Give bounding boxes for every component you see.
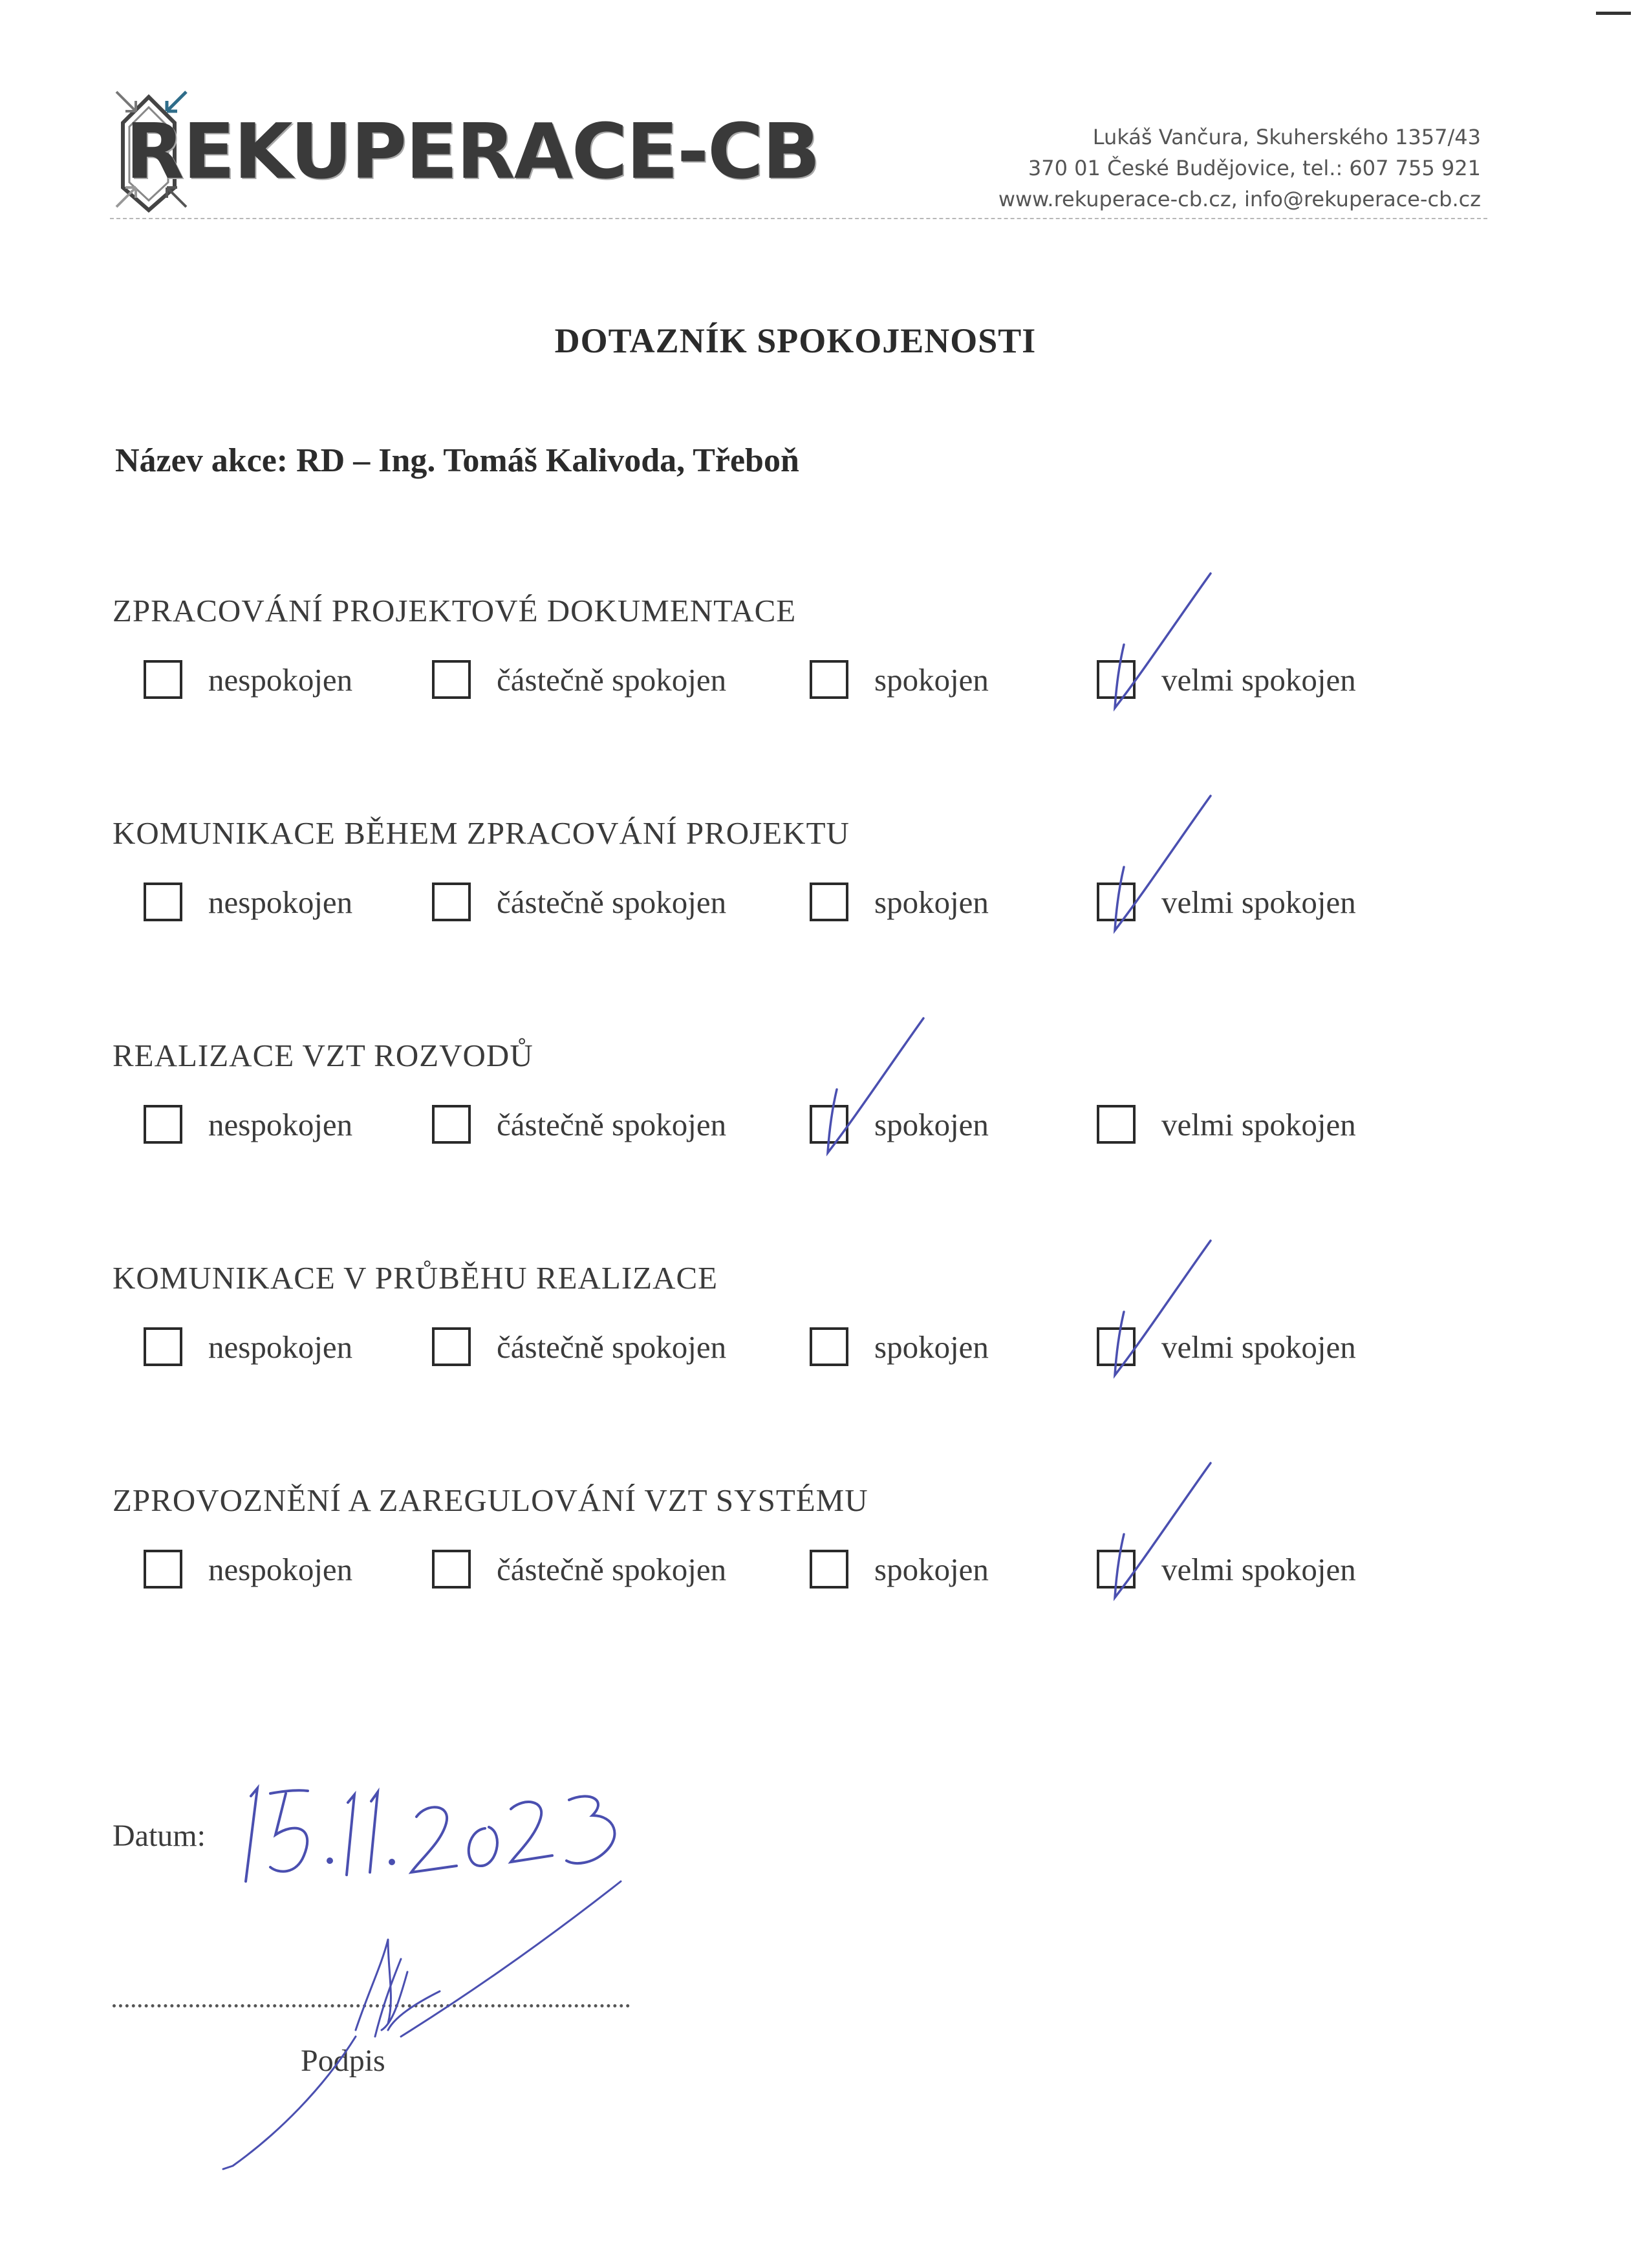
signature-drawing <box>194 1875 647 2172</box>
handwritten-checkmark-icon <box>1084 570 1233 725</box>
scan-corner-mark <box>1596 12 1631 15</box>
answer-checkbox[interactable] <box>810 1327 848 1366</box>
answer-checkbox[interactable] <box>432 660 471 699</box>
question-block <box>113 1259 1535 1428</box>
question-block <box>113 592 1535 760</box>
answer-label: částečně spokojen <box>497 1107 727 1142</box>
handwritten-signature <box>194 1875 647 2172</box>
answer-label: spokojen <box>874 1329 989 1365</box>
question-heading: KOMUNIKACE BĚHEM ZPRACOVÁNÍ PROJEKTU <box>113 815 850 851</box>
company-contact <box>998 122 1481 215</box>
answer-label: nespokojen <box>208 1552 353 1587</box>
answer-label: velmi spokojen <box>1161 1329 1356 1365</box>
answer-checkbox[interactable] <box>144 660 182 699</box>
answer-label: částečně spokojen <box>497 662 727 698</box>
answer-checkbox[interactable] <box>810 1550 848 1589</box>
handwritten-checkmark-icon <box>797 1014 945 1170</box>
handwritten-checkmark-icon <box>1084 1237 1233 1392</box>
question-block <box>113 1037 1535 1205</box>
answer-checkbox[interactable] <box>1097 1105 1136 1144</box>
event-name: Název akce: RD – Ing. Tomáš Kalivoda, Třeboň <box>115 442 799 479</box>
question-block <box>113 1482 1535 1650</box>
answer-label: spokojen <box>874 884 989 920</box>
answer-checkbox[interactable] <box>432 883 471 921</box>
answer-label: velmi spokojen <box>1161 1107 1356 1142</box>
answer-checkbox[interactable] <box>432 1327 471 1366</box>
answer-label: částečně spokojen <box>497 1552 727 1587</box>
answer-checkbox[interactable] <box>144 883 182 921</box>
answer-label: nespokojen <box>208 1107 353 1142</box>
question-heading: ZPRACOVÁNÍ PROJEKTOVÉ DOKUMENTACE <box>113 593 797 628</box>
answer-label: spokojen <box>874 1107 989 1142</box>
answer-checkbox[interactable] <box>144 1327 182 1366</box>
answer-label: spokojen <box>874 1552 989 1587</box>
question-heading: ZPROVOZNĚNÍ A ZAREGULOVÁNÍ VZT SYSTÉMU <box>113 1482 868 1518</box>
answer-label: nespokojen <box>208 1329 353 1365</box>
contact-address: Lukáš Vančura, Skuherského 1357/43 <box>1092 125 1481 149</box>
question-heading: REALIZACE VZT ROZVODŮ <box>113 1038 534 1073</box>
answer-label: částečně spokojen <box>497 1329 727 1365</box>
answer-label: velmi spokojen <box>1161 662 1356 698</box>
question-heading: KOMUNIKACE V PRŮBĚHU REALIZACE <box>113 1260 718 1296</box>
answer-label: spokojen <box>874 662 989 698</box>
logo-text: REKUPERACE-CB <box>125 107 819 196</box>
date-label: Datum: <box>113 1819 206 1853</box>
document-title: DOTAZNÍK SPOKOJENOSTI <box>554 321 1037 360</box>
contact-city-phone: 370 01 České Budějovice, tel.: 607 755 921 <box>1028 156 1481 180</box>
answer-label: velmi spokojen <box>1161 1552 1356 1587</box>
answer-label: velmi spokojen <box>1161 884 1356 920</box>
answer-checkbox[interactable] <box>432 1550 471 1589</box>
handwritten-checkmark-icon <box>1084 1459 1233 1614</box>
answer-label: nespokojen <box>208 884 353 920</box>
contact-web-email: www.rekuperace-cb.cz, info@rekuperace-cb.cz <box>998 187 1481 211</box>
signature-label: Podpis <box>301 2044 385 2078</box>
question-block <box>113 815 1535 983</box>
answer-checkbox[interactable] <box>144 1550 182 1589</box>
answer-checkbox[interactable] <box>810 883 848 921</box>
answer-checkbox[interactable] <box>810 660 848 699</box>
answer-checkbox[interactable] <box>432 1105 471 1144</box>
answer-label: částečně spokojen <box>497 884 727 920</box>
company-logo <box>110 84 819 213</box>
answer-label: nespokojen <box>208 662 353 698</box>
header-divider <box>110 218 1487 219</box>
answer-checkbox[interactable] <box>144 1105 182 1144</box>
handwritten-checkmark-icon <box>1084 792 1233 947</box>
